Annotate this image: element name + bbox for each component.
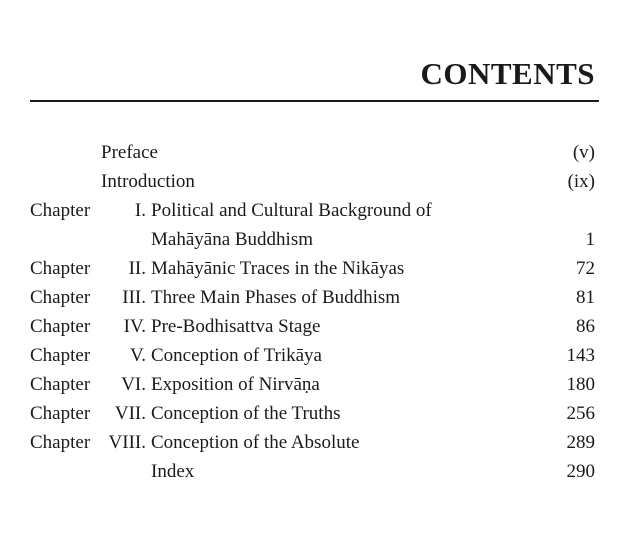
chapter-word: Chapter xyxy=(30,403,91,424)
chapter-numeral: III. xyxy=(122,287,146,308)
entry-title: Preface xyxy=(101,142,158,163)
entry-title: Conception of the Absolute xyxy=(151,432,360,453)
chapter-word: Chapter xyxy=(30,200,91,221)
chapter-numeral: VII. xyxy=(114,403,146,424)
toc-row-chapter-4 xyxy=(0,312,617,341)
entry-title: Mahāyānic Traces in the Nikāyas xyxy=(151,258,405,279)
toc-row-chapter-1 xyxy=(0,196,617,225)
toc-row-chapter-1-continued xyxy=(0,225,617,254)
toc-row-chapter-2 xyxy=(0,254,617,283)
entry-title: Exposition of Nirvāṇa xyxy=(151,374,320,395)
chapter-word: Chapter xyxy=(30,432,91,453)
entry-page: (v) xyxy=(572,142,595,163)
chapter-numeral: VI. xyxy=(121,374,146,395)
entry-page: 81 xyxy=(576,287,595,308)
entry-title: Introduction xyxy=(101,171,195,192)
chapter-word: Chapter xyxy=(30,287,91,308)
entry-title: Conception of the Truths xyxy=(151,403,341,424)
page-heading: CONTENTS xyxy=(420,56,595,91)
chapter-numeral: VIII. xyxy=(108,432,146,453)
toc-row-chapter-8 xyxy=(0,428,617,457)
chapter-numeral: V. xyxy=(129,345,146,366)
chapter-word: Chapter xyxy=(30,374,91,395)
toc-row-introduction xyxy=(0,167,617,196)
entry-page: 256 xyxy=(566,403,595,424)
entry-title: Pre-Bodhisattva Stage xyxy=(151,316,321,337)
entry-page: 290 xyxy=(566,461,595,482)
entry-title: Three Main Phases of Buddhism xyxy=(151,287,401,308)
toc-row-index xyxy=(0,457,617,486)
entry-page: 1 xyxy=(585,229,595,250)
entry-page: 86 xyxy=(576,316,595,337)
entry-page: (ix) xyxy=(567,171,595,192)
toc-row-preface xyxy=(0,138,617,167)
entry-page: 289 xyxy=(566,432,595,453)
chapter-numeral: IV. xyxy=(123,316,146,337)
toc-row-chapter-6 xyxy=(0,370,617,399)
entry-title: Mahāyāna Buddhism xyxy=(151,229,314,250)
toc-row-chapter-7 xyxy=(0,399,617,428)
entry-title: Conception of Trikāya xyxy=(151,345,322,366)
toc-row-chapter-5 xyxy=(0,341,617,370)
entry-title: Political and Cultural Background of xyxy=(151,200,432,221)
chapter-numeral: I. xyxy=(134,200,146,221)
chapter-word: Chapter xyxy=(30,345,91,366)
entry-title: Index xyxy=(151,461,195,482)
entry-page: 180 xyxy=(566,374,595,395)
chapter-numeral: II. xyxy=(128,258,146,279)
entry-page: 72 xyxy=(576,258,595,279)
chapter-word: Chapter xyxy=(30,258,91,279)
entry-page: 143 xyxy=(566,345,595,366)
chapter-word: Chapter xyxy=(30,316,91,337)
toc-row-chapter-3 xyxy=(0,283,617,312)
